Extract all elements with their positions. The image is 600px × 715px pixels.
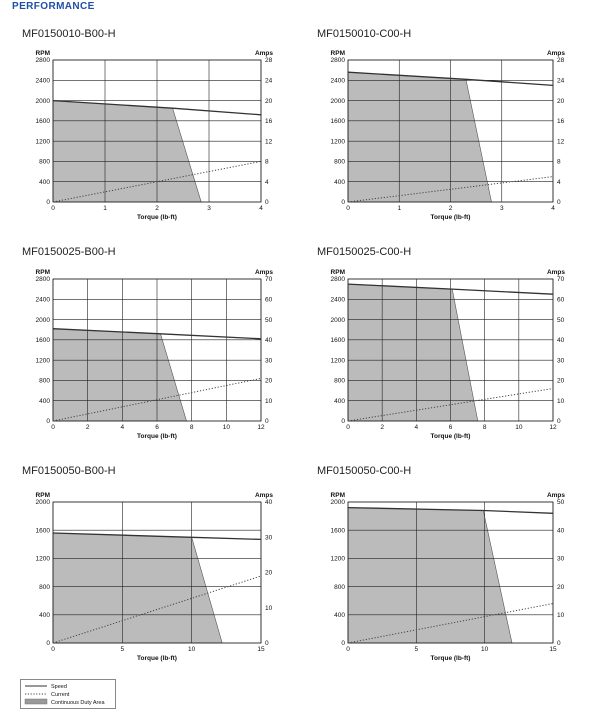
y-tick-label-left: 800 (39, 377, 50, 385)
chart-panel-4 (317, 246, 587, 446)
x-tick-label: 4 (414, 424, 419, 431)
y-tick-label-left: 2400 (330, 296, 345, 304)
continuous-duty-area (53, 101, 201, 202)
legend-current-label: Current (51, 692, 70, 698)
y-tick-label-left: 1600 (330, 118, 345, 126)
y-tick-label-right: 20 (557, 377, 565, 385)
y-axis-label-right: Amps (546, 50, 565, 57)
y-tick-label-left: 1600 (35, 527, 50, 535)
y-axis-label-right: Amps (546, 269, 565, 276)
y-tick-label-left: 0 (341, 640, 345, 648)
y-axis-label-left: RPM (330, 492, 345, 499)
x-axis-label: Torque (lb-ft) (430, 214, 471, 221)
chart-title: MF0150025-C00-H (317, 246, 412, 258)
y-tick-label-right: 10 (265, 604, 273, 612)
y-tick-label-left: 0 (46, 640, 50, 648)
chart-panel-1 (22, 28, 292, 228)
y-tick-label-right: 0 (265, 640, 269, 648)
y-tick-label-left: 1200 (35, 555, 50, 563)
y-tick-label-left: 1600 (35, 118, 50, 126)
y-tick-label-right: 50 (557, 316, 565, 324)
chart-panel-5 (22, 465, 292, 685)
chart-svg (22, 465, 292, 685)
y-tick-label-right: 50 (557, 499, 565, 507)
y-axis-label-left: RPM (330, 50, 345, 57)
y-tick-label-right: 60 (265, 296, 273, 304)
y-tick-label-left: 1200 (35, 357, 50, 365)
x-tick-label: 0 (51, 646, 55, 653)
y-tick-label-left: 2000 (330, 97, 345, 105)
y-axis-label-right: Amps (254, 492, 273, 499)
legend-duty-swatch (25, 699, 47, 704)
chart-title: MF0150010-B00-H (22, 28, 116, 40)
y-tick-label-left: 800 (39, 583, 50, 591)
y-tick-label-left: 2000 (35, 499, 50, 507)
y-tick-label-left: 2800 (35, 57, 50, 65)
x-tick-label: 5 (120, 646, 125, 653)
y-tick-label-left: 800 (39, 158, 50, 166)
y-tick-label-left: 400 (39, 178, 50, 186)
chart-title: MF0150050-B00-H (22, 465, 116, 477)
y-tick-label-right: 24 (557, 77, 565, 85)
chart-svg (22, 246, 292, 446)
y-tick-label-right: 0 (557, 199, 561, 207)
y-tick-label-right: 30 (265, 357, 273, 365)
y-tick-label-right: 12 (265, 138, 273, 146)
x-tick-label: 15 (549, 646, 557, 653)
y-axis-label-right: Amps (254, 50, 273, 57)
x-tick-label: 5 (414, 646, 419, 653)
y-tick-label-left: 2000 (330, 499, 345, 507)
x-tick-label: 6 (448, 424, 453, 431)
y-tick-label-right: 4 (557, 178, 561, 186)
x-tick-label: 12 (257, 424, 265, 431)
y-tick-label-right: 10 (557, 397, 565, 405)
y-tick-label-left: 1200 (35, 138, 50, 146)
x-axis-label: Torque (lb-ft) (430, 433, 471, 440)
x-axis-label: Torque (lb-ft) (137, 433, 177, 440)
y-tick-label-right: 0 (265, 199, 269, 207)
y-tick-label-left: 800 (334, 158, 345, 166)
y-axis-label-right: Amps (546, 492, 565, 499)
chart-svg (317, 246, 587, 446)
y-tick-label-left: 400 (39, 612, 50, 619)
x-tick-label: 4 (120, 424, 125, 431)
y-tick-label-left: 2800 (330, 57, 345, 65)
y-tick-label-left: 2400 (35, 77, 50, 85)
x-tick-label: 2 (85, 424, 90, 431)
x-tick-label: 2 (448, 205, 453, 212)
x-tick-label: 1 (397, 205, 402, 212)
y-axis-label-left: RPM (330, 269, 345, 276)
x-tick-label: 15 (257, 646, 265, 653)
chart-svg (317, 28, 587, 228)
x-axis-label: Torque (lb-ft) (137, 655, 177, 662)
x-tick-label: 12 (549, 424, 557, 431)
x-axis-label: Torque (lb-ft) (137, 214, 177, 221)
y-tick-label-left: 2400 (35, 296, 50, 304)
chart-panel-6 (317, 465, 587, 685)
y-tick-label-right: 16 (557, 118, 565, 126)
y-tick-label-right: 0 (557, 640, 561, 648)
x-tick-label: 0 (346, 424, 350, 431)
y-axis-label-left: RPM (35, 269, 50, 276)
x-tick-label: 4 (259, 205, 263, 212)
page-title: PERFORMANCE (12, 1, 95, 12)
y-tick-label-right: 28 (557, 57, 565, 65)
continuous-duty-area (348, 72, 492, 202)
y-tick-label-right: 50 (265, 316, 273, 324)
x-tick-label: 10 (481, 646, 489, 653)
y-tick-label-left: 1200 (330, 138, 345, 146)
legend-duty-label: Continuous Duty Area (51, 700, 105, 706)
y-tick-label-left: 0 (341, 199, 345, 207)
x-tick-label: 0 (51, 424, 55, 431)
y-tick-label-right: 10 (557, 612, 565, 619)
x-tick-label: 0 (346, 205, 350, 212)
y-tick-label-right: 40 (265, 499, 273, 507)
y-tick-label-right: 70 (265, 276, 273, 284)
y-tick-label-right: 20 (265, 97, 273, 105)
y-tick-label-left: 1600 (330, 337, 345, 345)
y-tick-label-right: 30 (265, 534, 273, 542)
y-tick-label-right: 16 (265, 118, 273, 126)
y-tick-label-left: 400 (334, 612, 345, 619)
y-tick-label-right: 24 (265, 77, 273, 85)
continuous-duty-area (53, 533, 222, 643)
y-tick-label-left: 0 (341, 418, 345, 426)
chart-panel-2 (317, 28, 587, 228)
y-tick-label-left: 2400 (330, 77, 345, 85)
continuous-duty-area (53, 329, 187, 421)
x-tick-label: 10 (515, 424, 523, 431)
chart-panel-3 (22, 246, 292, 446)
legend (20, 679, 116, 709)
y-tick-label-left: 1200 (330, 555, 345, 563)
legend-svg (21, 680, 115, 708)
y-tick-label-right: 0 (265, 418, 269, 426)
x-tick-label: 2 (155, 205, 159, 212)
y-tick-label-right: 28 (265, 57, 273, 65)
y-tick-label-right: 20 (265, 569, 273, 577)
y-tick-label-right: 20 (265, 377, 273, 385)
x-tick-label: 1 (103, 205, 107, 212)
y-tick-label-left: 1600 (35, 337, 50, 345)
y-tick-label-left: 2800 (35, 276, 50, 284)
y-tick-label-right: 30 (557, 555, 565, 563)
y-tick-label-left: 2000 (330, 316, 345, 324)
y-tick-label-right: 40 (265, 337, 273, 345)
y-tick-label-right: 12 (557, 138, 565, 146)
y-tick-label-left: 400 (39, 397, 50, 405)
x-tick-label: 6 (155, 424, 159, 431)
x-tick-label: 10 (222, 424, 230, 431)
y-tick-label-right: 20 (557, 97, 565, 105)
y-tick-label-right: 40 (557, 337, 565, 345)
y-tick-label-right: 0 (557, 418, 561, 426)
y-axis-label-right: Amps (254, 269, 273, 276)
y-tick-label-left: 0 (46, 199, 50, 207)
chart-svg (317, 465, 587, 685)
y-tick-label-left: 2000 (35, 97, 50, 105)
legend-speed-label: Speed (51, 684, 67, 690)
x-tick-label: 2 (380, 424, 384, 431)
y-tick-label-right: 20 (557, 583, 565, 591)
y-tick-label-left: 0 (46, 418, 50, 426)
y-tick-label-left: 800 (334, 583, 345, 591)
y-tick-label-left: 2000 (35, 316, 50, 324)
x-tick-label: 0 (346, 646, 350, 653)
y-axis-label-left: RPM (35, 492, 50, 499)
x-tick-label: 0 (51, 205, 55, 212)
chart-svg (22, 28, 292, 228)
x-tick-label: 10 (188, 646, 196, 653)
chart-title: MF0150025-B00-H (22, 246, 116, 258)
y-tick-label-right: 70 (557, 276, 565, 284)
chart-title: MF0150010-C00-H (317, 28, 412, 40)
y-tick-label-left: 1600 (330, 527, 345, 535)
y-tick-label-left: 2800 (330, 276, 345, 284)
y-tick-label-right: 60 (557, 296, 565, 304)
x-tick-label: 8 (482, 424, 487, 431)
x-axis-label: Torque (lb-ft) (430, 655, 471, 662)
x-tick-label: 8 (189, 424, 194, 431)
x-tick-label: 4 (551, 205, 555, 212)
continuous-duty-area (348, 508, 512, 643)
y-axis-label-left: RPM (35, 50, 50, 57)
y-tick-label-right: 8 (265, 158, 269, 166)
y-tick-label-right: 8 (557, 158, 561, 166)
y-tick-label-right: 4 (265, 178, 269, 186)
y-tick-label-left: 400 (334, 397, 345, 405)
chart-title: MF0150050-C00-H (317, 465, 412, 477)
x-tick-label: 3 (499, 205, 504, 212)
y-tick-label-right: 10 (265, 397, 273, 405)
y-tick-label-left: 400 (334, 178, 345, 186)
y-tick-label-right: 40 (557, 527, 565, 535)
y-tick-label-left: 1200 (330, 357, 345, 365)
y-tick-label-right: 30 (557, 357, 565, 365)
y-tick-label-left: 800 (334, 377, 345, 385)
x-tick-label: 3 (207, 205, 211, 212)
